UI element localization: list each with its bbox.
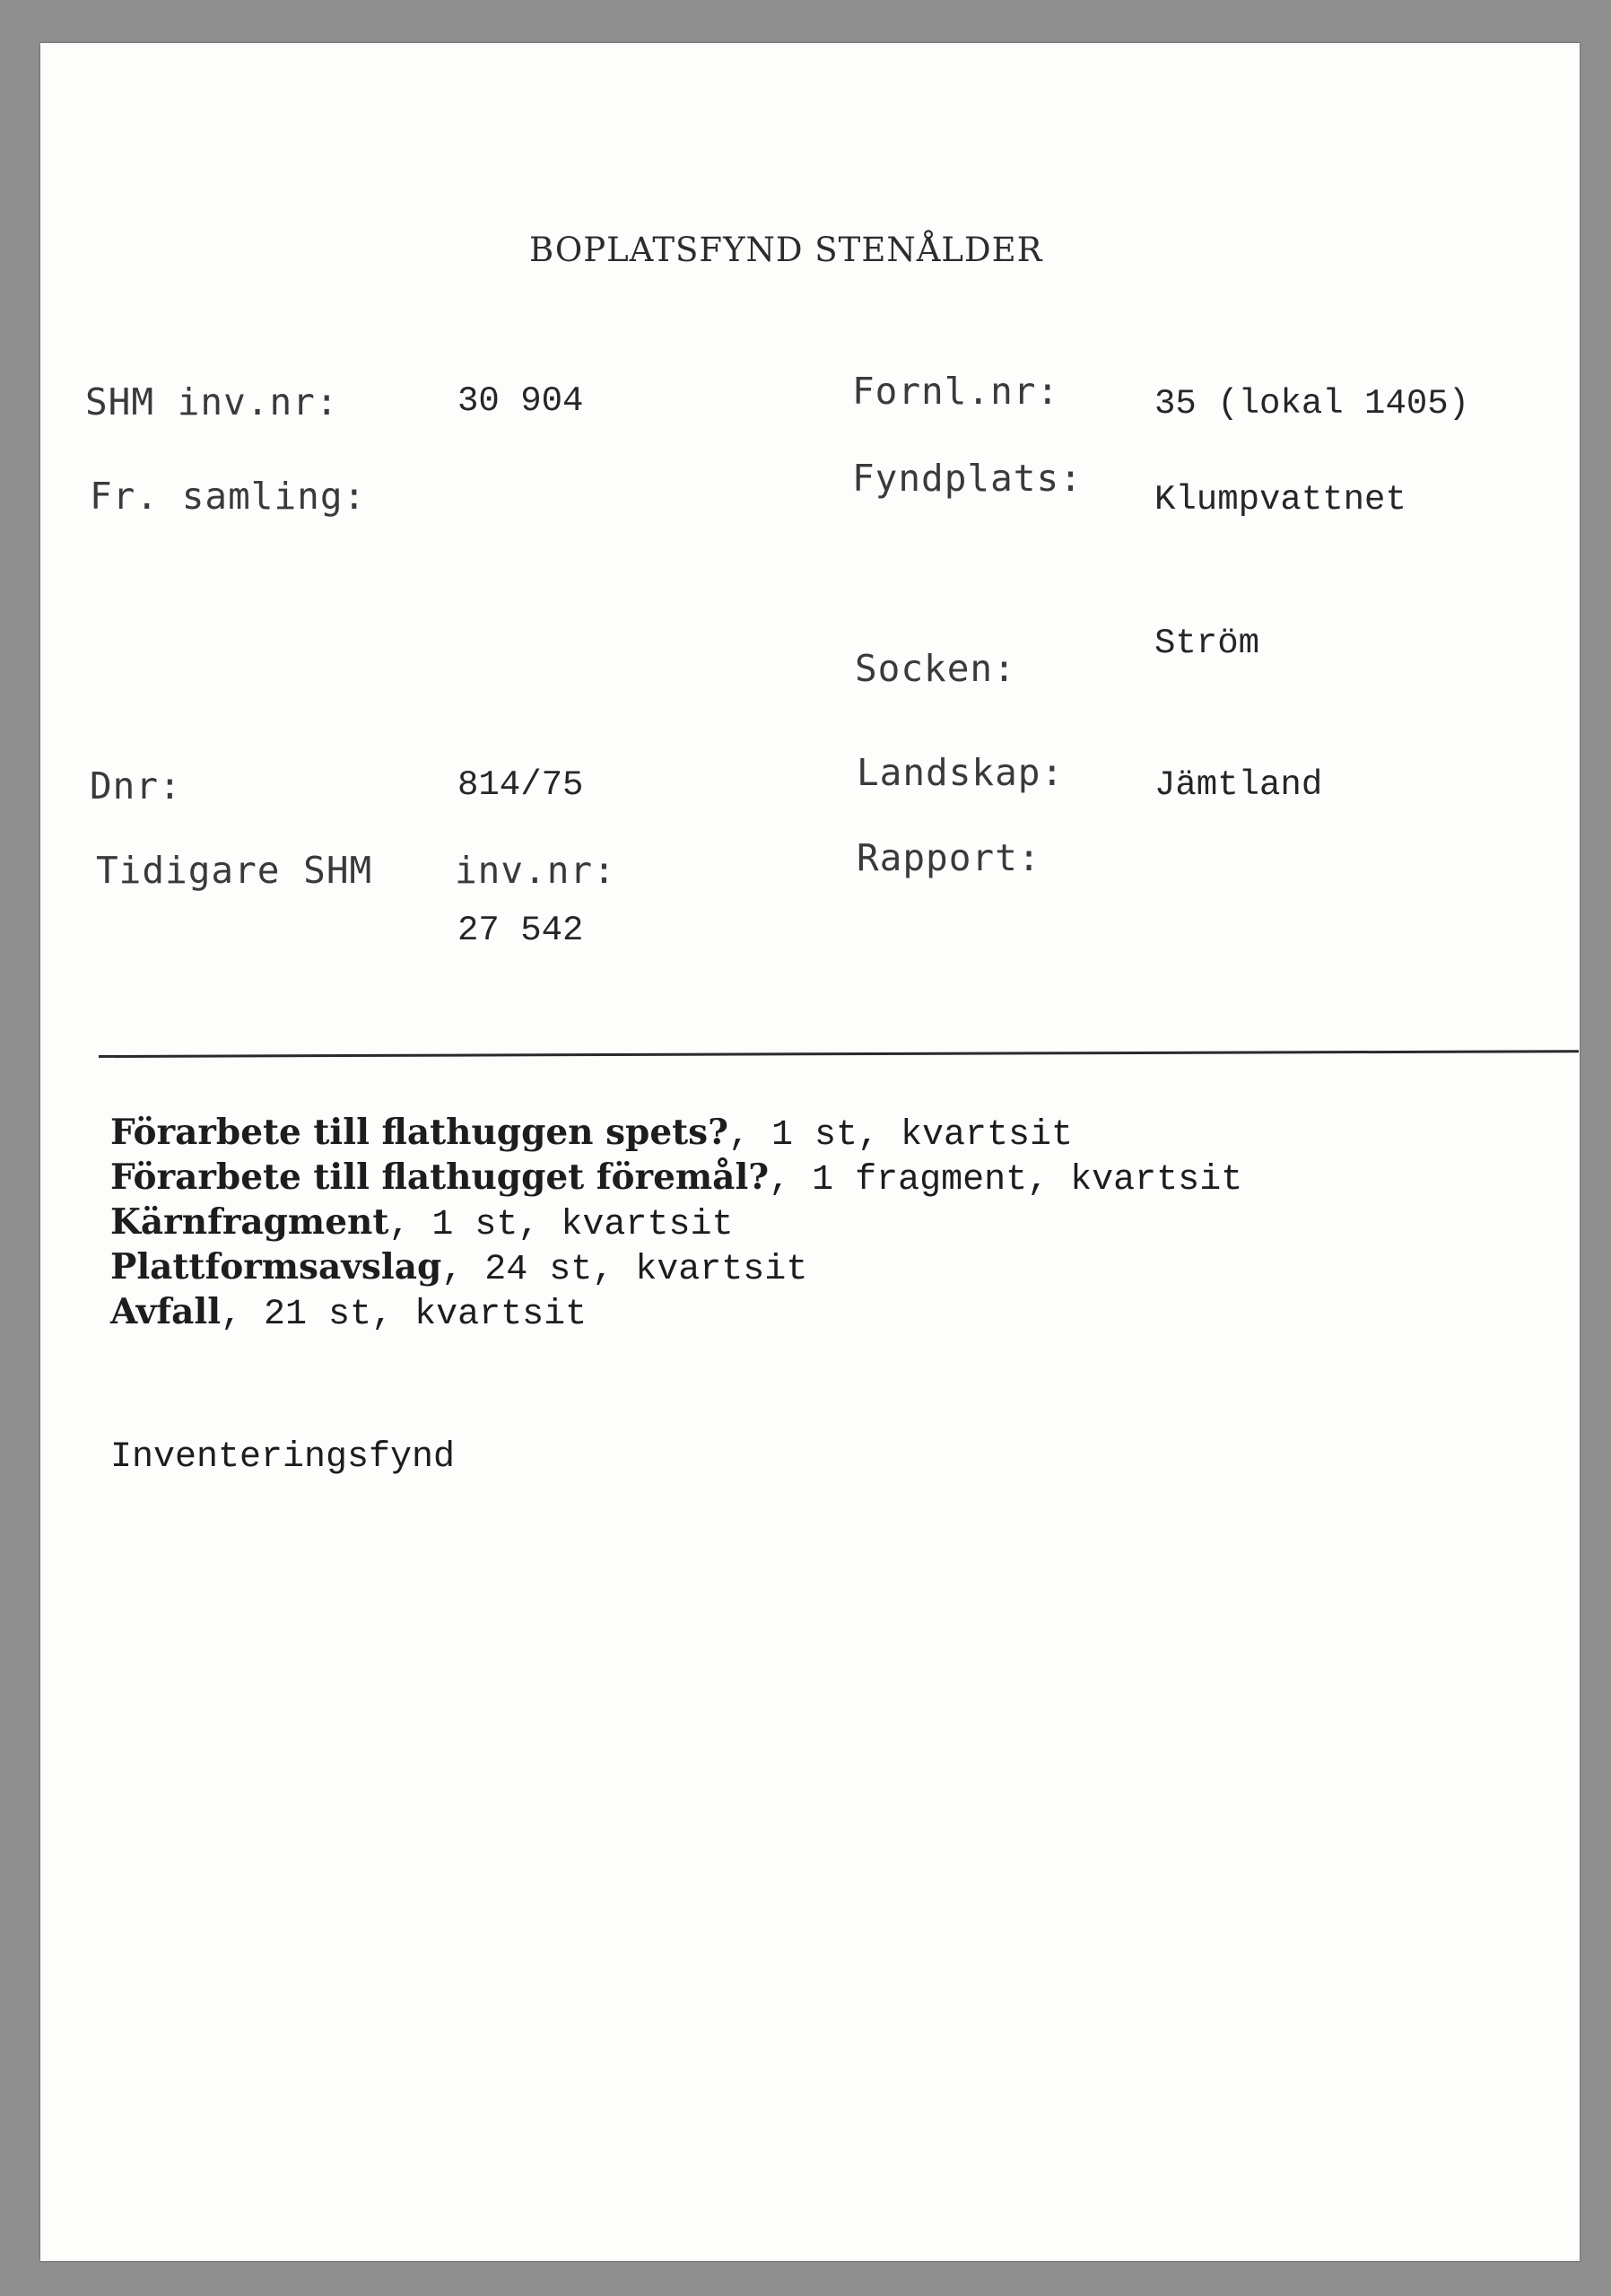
find-details: , 1 st, kvartsit [727,1115,1074,1156]
find-name: Förarbete till flathugget föremål? [110,1157,770,1198]
dnr-label: Dnr: [90,764,182,808]
socken-label: Socken: [855,647,1016,690]
landskap-label: Landskap: [857,751,1065,794]
socken-value: Ström [1154,624,1260,663]
document-page [40,43,1580,2261]
find-name: Plattformsavslag [110,1246,442,1288]
fyndplats-label: Fyndplats: [852,457,1083,500]
find-details: , 24 st, kvartsit [441,1250,808,1290]
divider-line [99,1050,1579,1058]
find-details: , 21 st, kvartsit [221,1295,588,1335]
shm-inv-value: 30 904 [457,381,584,421]
note-text: Inventeringsfynd [110,1437,456,1478]
find-name: Kärnfragment [110,1201,389,1243]
find-details: , 1 st, kvartsit [388,1205,734,1245]
tidigare-label: Tidigare SHM [96,849,373,892]
dnr-value: 814/75 [457,765,584,805]
landskap-value: Jämtland [1154,765,1323,805]
find-name: Avfall [110,1291,222,1332]
tidigare-value: 27 542 [457,911,584,950]
fornl-label: Fornl.nr: [852,370,1060,413]
list-item [110,1246,808,1290]
document-title: BOPLATSFYND STENÅLDER [529,231,1043,269]
fr-samling-label: Fr. samling: [90,475,367,518]
tidigare-inv-label: inv.nr: [455,849,616,892]
find-details: , 1 fragment, kvartsit [769,1160,1243,1200]
fyndplats-value: Klumpvattnet [1154,480,1406,519]
shm-inv-label: SHM inv.nr: [85,380,339,423]
fornl-value: 35 (lokal 1405) [1154,384,1470,423]
list-item [110,1157,1243,1200]
list-item [110,1201,734,1245]
list-item [110,1291,588,1335]
find-name: Förarbete till flathuggen spets? [110,1112,728,1153]
rapport-label: Rapport: [857,836,1041,879]
list-item [110,1112,1074,1156]
